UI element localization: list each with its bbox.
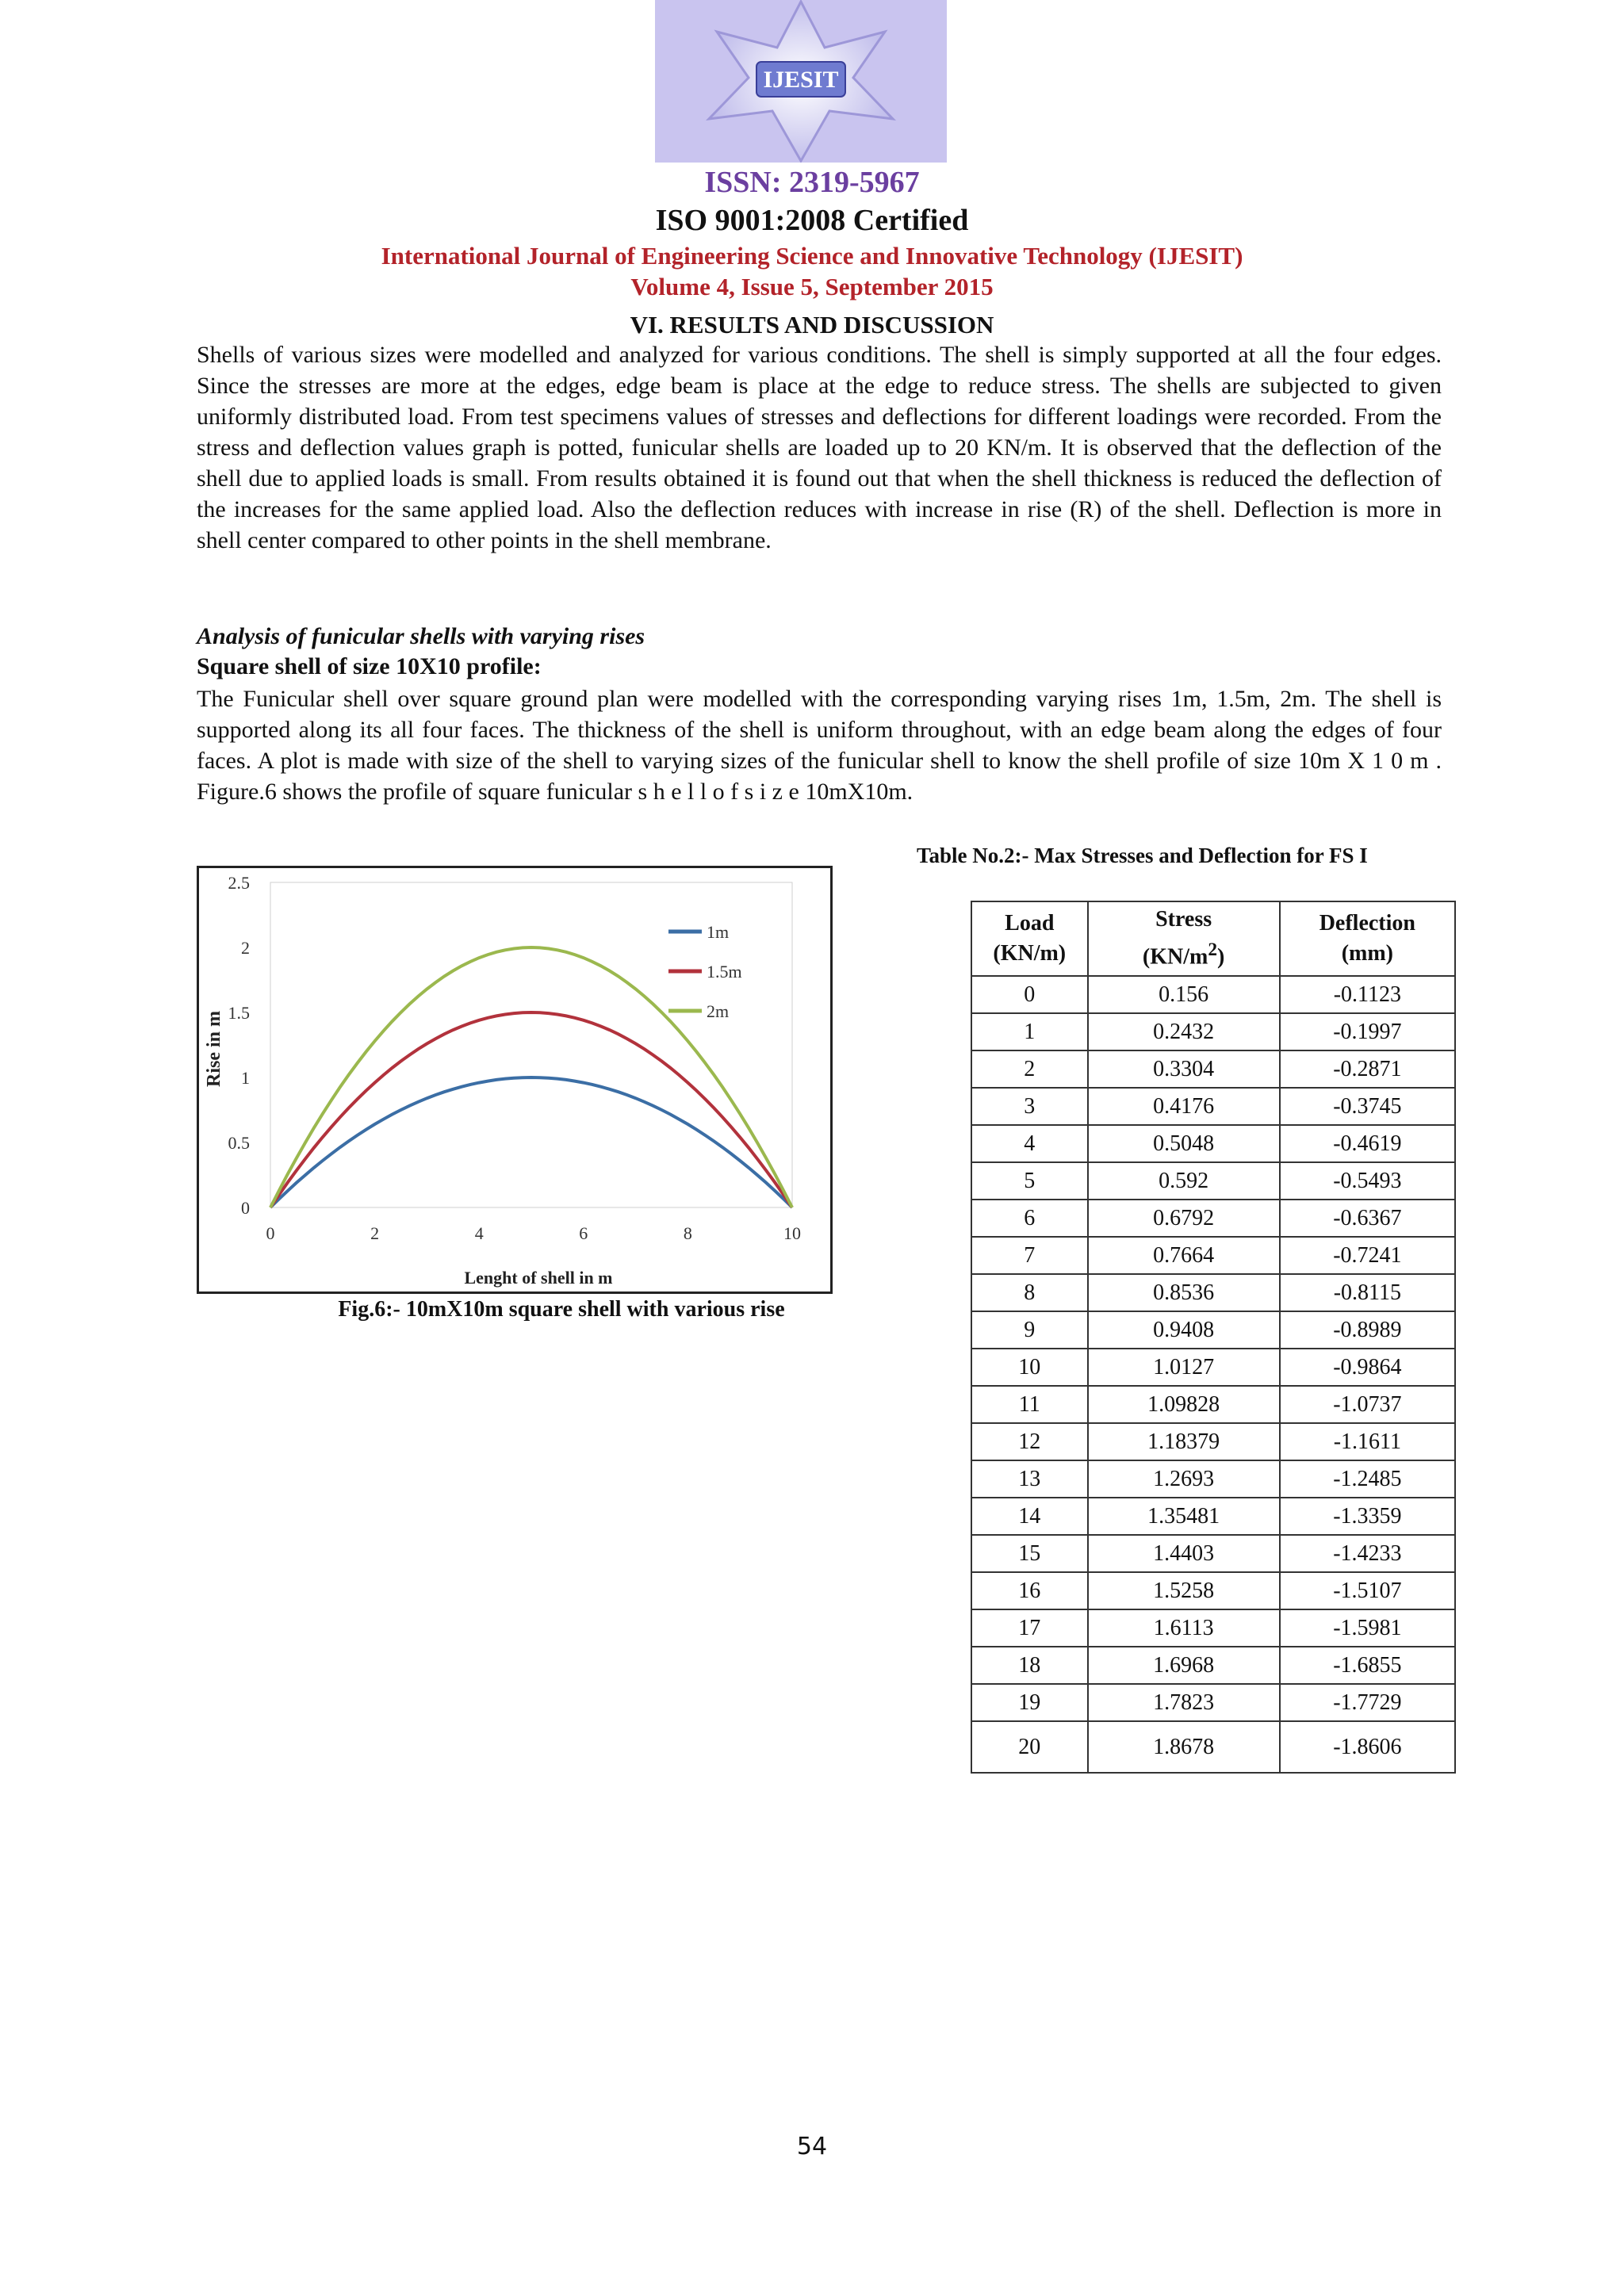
x-axis-label: Lenght of shell in m	[464, 1268, 613, 1288]
cell-stress: 1.6968	[1088, 1647, 1280, 1684]
cell-deflection: -1.1611	[1280, 1423, 1455, 1460]
issn-line: ISSN: 2319-5967	[704, 166, 920, 199]
table-row	[971, 1535, 1455, 1572]
cell-deflection: -1.8606	[1280, 1721, 1455, 1773]
cell-load: 8	[971, 1274, 1088, 1311]
cell-deflection: -0.8115	[1280, 1274, 1455, 1311]
table-row	[971, 1050, 1455, 1088]
header-stress-sup: 2	[1208, 939, 1218, 961]
cell-stress: 1.09828	[1088, 1386, 1280, 1423]
cell-load: 6	[971, 1200, 1088, 1237]
cell-stress: 1.5258	[1088, 1572, 1280, 1609]
table-header-row	[971, 901, 1455, 976]
table-row	[971, 1609, 1455, 1647]
cell-load: 12	[971, 1423, 1088, 1460]
table-row	[971, 1125, 1455, 1162]
cell-load: 19	[971, 1684, 1088, 1721]
cell-stress: 1.6113	[1088, 1609, 1280, 1647]
cell-stress: 0.3304	[1088, 1050, 1280, 1088]
logo-text: IJESIT	[763, 67, 839, 93]
cell-stress: 1.0127	[1088, 1349, 1280, 1386]
table-row	[971, 1162, 1455, 1200]
cell-stress: 0.2432	[1088, 1013, 1280, 1050]
cell-deflection: -0.3745	[1280, 1088, 1455, 1125]
header-load	[971, 901, 1088, 976]
cell-deflection: -1.4233	[1280, 1535, 1455, 1572]
cell-deflection: -0.5493	[1280, 1162, 1455, 1200]
subheading-square-shell: Square shell of size 10X10 profile:	[197, 653, 542, 679]
cell-stress: 1.2693	[1088, 1460, 1280, 1498]
cell-stress: 1.8678	[1088, 1721, 1280, 1773]
cell-deflection: -1.5107	[1280, 1572, 1455, 1609]
cell-load: 14	[971, 1498, 1088, 1535]
cell-deflection: -1.2485	[1280, 1460, 1455, 1498]
x-tick-label: 6	[579, 1223, 588, 1243]
cell-load: 10	[971, 1349, 1088, 1386]
y-axis-label: Rise in m	[204, 1011, 224, 1087]
table-row	[971, 1311, 1455, 1349]
page-number: 54	[796, 2133, 828, 2160]
table-row	[971, 1684, 1455, 1721]
table-row	[971, 1423, 1455, 1460]
cell-deflection: -0.8989	[1280, 1311, 1455, 1349]
table-row	[971, 1349, 1455, 1386]
rise-chart	[197, 866, 833, 1294]
cell-stress: 1.4403	[1088, 1535, 1280, 1572]
cell-deflection: -1.5981	[1280, 1609, 1455, 1647]
cell-deflection: -0.4619	[1280, 1125, 1455, 1162]
table-row	[971, 1200, 1455, 1237]
y-tick-label: 2.5	[228, 873, 250, 893]
table-row	[971, 1498, 1455, 1535]
cell-stress: 0.7664	[1088, 1237, 1280, 1274]
section-title: VI. RESULTS AND DISCUSSION	[630, 311, 994, 339]
table-row	[971, 1386, 1455, 1423]
table-caption: Table No.2:- Max Stresses and Deflection for FS I	[917, 844, 1368, 867]
header-load-line2: (KN/m)	[993, 941, 1067, 966]
header-deflection-line2: (mm)	[1341, 941, 1393, 966]
y-tick-label: 0.5	[228, 1133, 250, 1153]
cell-load: 18	[971, 1647, 1088, 1684]
cell-load: 20	[971, 1721, 1088, 1773]
cell-deflection: -0.6367	[1280, 1200, 1455, 1237]
cell-load: 16	[971, 1572, 1088, 1609]
cell-deflection: -0.1997	[1280, 1013, 1455, 1050]
journal-title: International Journal of Engineering Science and Innovative Technology (IJESIT)	[381, 242, 1243, 270]
profile-paragraph: The Funicular shell over square ground plan were modelled with the corresponding varying rises 1m, 1.5m, 2m. The shell is supported along its all four faces. The thickness of the shell is uniform throughout, with an edge beam along the edges of four faces. A plot is made with size of the shell to varying sizes of the funicular shell to know the shell profile of size 10m X 1 0 m . Figure.6 shows the profile of square funicular s h e l l o f s i z e 10mX10m.	[197, 686, 1442, 805]
y-tick-label: 2	[241, 938, 250, 958]
cell-stress: 0.8536	[1088, 1274, 1280, 1311]
cell-deflection: -1.7729	[1280, 1684, 1455, 1721]
cell-stress: 0.6792	[1088, 1200, 1280, 1237]
header-load-line1: Load	[1005, 911, 1055, 936]
cell-deflection: -1.3359	[1280, 1498, 1455, 1535]
volume-line: Volume 4, Issue 5, September 2015	[630, 273, 994, 300]
cell-stress: 0.9408	[1088, 1311, 1280, 1349]
cell-stress: 0.4176	[1088, 1088, 1280, 1125]
legend-label: 1m	[707, 922, 730, 942]
stress-deflection-table	[971, 901, 1456, 1774]
header-stress	[1088, 901, 1280, 976]
y-tick-label: 1	[241, 1068, 250, 1088]
cell-load: 3	[971, 1088, 1088, 1125]
y-tick-label: 1.5	[228, 1003, 250, 1023]
cell-deflection: -1.6855	[1280, 1647, 1455, 1684]
cell-load: 9	[971, 1311, 1088, 1349]
cell-load: 7	[971, 1237, 1088, 1274]
table-row	[971, 1274, 1455, 1311]
x-tick-label: 8	[683, 1223, 692, 1243]
cell-load: 5	[971, 1162, 1088, 1200]
cell-stress: 1.7823	[1088, 1684, 1280, 1721]
legend-label: 1.5m	[707, 962, 742, 982]
x-tick-label: 10	[783, 1223, 801, 1243]
table-row	[971, 1647, 1455, 1684]
cell-deflection: -0.1123	[1280, 976, 1455, 1013]
x-tick-label: 4	[474, 1223, 484, 1243]
cell-load: 0	[971, 976, 1088, 1013]
cell-stress: 0.5048	[1088, 1125, 1280, 1162]
cell-deflection: -0.2871	[1280, 1050, 1455, 1088]
header-stress-line2: (KN/m	[1142, 944, 1208, 970]
table-row	[971, 1572, 1455, 1609]
cell-deflection: -0.9864	[1280, 1349, 1455, 1386]
table-row	[971, 1460, 1455, 1498]
table-row	[971, 1013, 1455, 1050]
cell-deflection: -1.0737	[1280, 1386, 1455, 1423]
iso-line: ISO 9001:2008 Certified	[655, 204, 969, 237]
cell-deflection: -0.7241	[1280, 1237, 1455, 1274]
table-row	[971, 976, 1455, 1013]
table-row	[971, 1721, 1455, 1773]
table-row	[971, 1237, 1455, 1274]
results-paragraph: Shells of various sizes were modelled and analyzed for various conditions. The shell is simply supported at all the four edges. Since the stresses are more at the edges, edge beam is place at the edge to reduce stress. The shells are subjected to given uniformly distributed load. From test specimens values of stresses and deflections for different loadings were recorded. From the stress and deflection values graph is potted, funicular shells are loaded up to 20 KN/m. It is observed that the deflection of the shell due to applied loads is small. From results obtained it is found out that when the shell thickness is reduced the deflection of the increases for the same applied load. Also the deflection reduces with increase in rise (R) of the shell. Deflection is more in shell center compared to other points in the shell membrane.	[197, 342, 1442, 553]
cell-load: 2	[971, 1050, 1088, 1088]
cell-stress: 0.156	[1088, 976, 1280, 1013]
header-stress-line1: Stress	[1155, 907, 1212, 932]
x-tick-label: 0	[266, 1223, 275, 1243]
cell-load: 4	[971, 1125, 1088, 1162]
cell-stress: 0.592	[1088, 1162, 1280, 1200]
cell-load: 1	[971, 1013, 1088, 1050]
cell-load: 13	[971, 1460, 1088, 1498]
cell-stress: 1.18379	[1088, 1423, 1280, 1460]
x-tick-label: 2	[370, 1223, 380, 1243]
y-tick-label: 0	[241, 1198, 250, 1218]
subheading-analysis: Analysis of funicular shells with varying rises	[197, 623, 645, 649]
cell-load: 15	[971, 1535, 1088, 1572]
header-deflection-line1: Deflection	[1319, 911, 1415, 936]
table-row	[971, 1088, 1455, 1125]
cell-load: 17	[971, 1609, 1088, 1647]
cell-stress: 1.35481	[1088, 1498, 1280, 1535]
cell-load: 11	[971, 1386, 1088, 1423]
header-stress-tail: )	[1217, 944, 1225, 970]
legend-label: 2m	[707, 1001, 730, 1021]
chart-svg	[199, 868, 830, 1292]
header-deflection	[1280, 901, 1455, 976]
journal-logo	[655, 0, 947, 163]
figure-caption: Fig.6:- 10mX10m square shell with various rise	[338, 1297, 785, 1322]
